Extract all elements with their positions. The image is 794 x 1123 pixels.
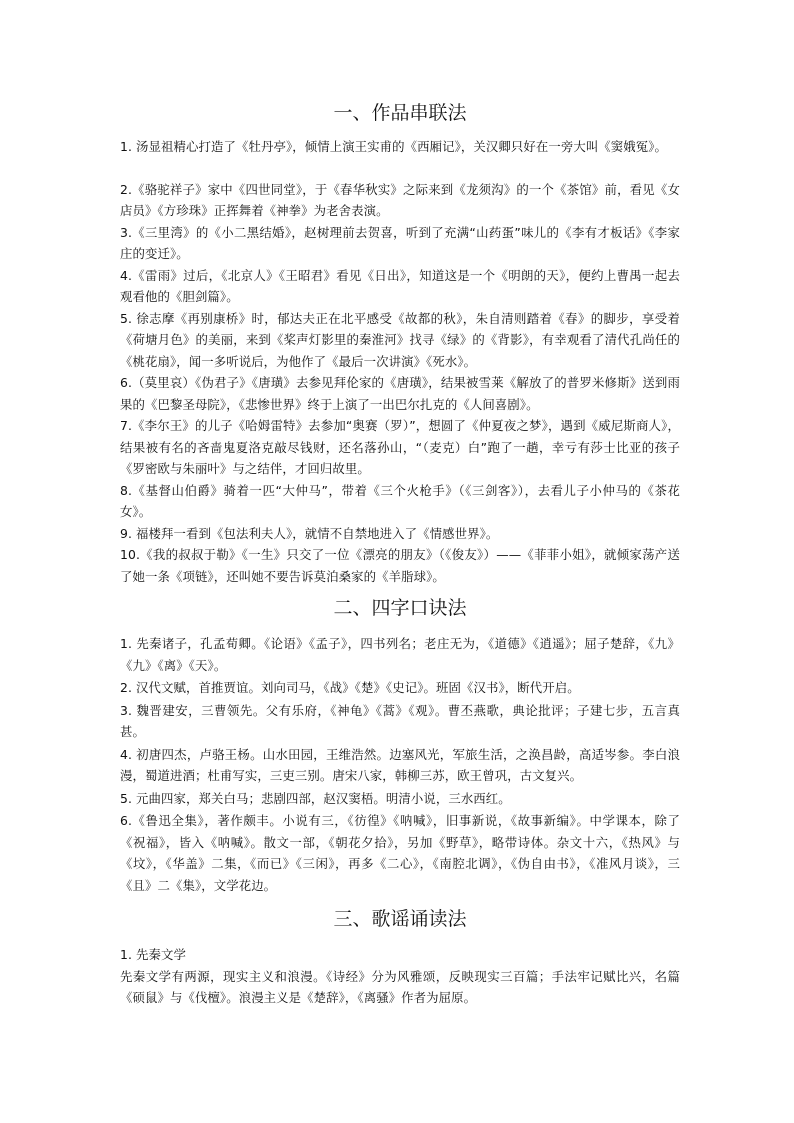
section-title-work-chain: 一、作品串联法 xyxy=(333,102,467,124)
list-item: 1. 汤显祖精心打造了《牡丹亭》，倾情上演王实甫的《西厢记》，关汉卿只好在一旁大叫《窦娥冤》。 xyxy=(120,139,668,154)
list-item: 5. 元曲四家，郑关白马；悲剧四部，赵汉窦梧。明清小说，三水西红。 xyxy=(120,790,511,806)
list-item: 先秦文学有两源，现实主义和浪漫。《诗经》分为风雅颂，反映现实三百篇；手法牢记赋比兴，名篇《硕鼠》与《伐檀》。浪漫主义是《楚辞》，《离骚》作者为屈原。 xyxy=(120,968,680,1005)
document-body xyxy=(120,98,680,1009)
list-item: 4.《雷雨》过后，《北京人》《王昭君》看见《日出》，知道这是一个《明朗的天》，便约上曹禺一起去观看他的《胆剑篇》。 xyxy=(120,267,680,304)
section-title-ballad-recitation: 三、歌谣诵读法 xyxy=(333,908,467,930)
list-item: 3. 魏晋建安，三曹领先。父有乐府，《神龟》《蒿》《观》。曹丕燕歌，典论批评；子建七步，五言真甚。 xyxy=(120,702,680,739)
list-item: 9. 福楼拜一看到《包法利夫人》，就情不自禁地进入了《情感世界》。 xyxy=(120,525,499,541)
list-item: 2. 汉代文赋，首推贾谊。刘向司马，《战》《楚》《史记》。班固《汉书》，断代开启。 xyxy=(120,680,580,695)
section-ballad-recitation xyxy=(120,944,680,1009)
list-item: 5. 徐志摩《再别康桥》时，郁达夫正在北平感受《故都的秋》，朱自清则踏着《春》的脚步，享受着《荷塘月色》的美丽，来到《桨声灯影里的秦淮河》找寻《绿》的《背影》，有幸观看了清代孔尚任的《桃花扇》，闻一多听说后，为他作了《最后一次讲演》《死水》。 xyxy=(120,310,680,369)
list-item: 2.《骆驼祥子》家中《四世同堂》，于《春华秋实》之际来到《龙须沟》的一个《茶馆》前，看见《女店员》《方珍珠》正挥舞着《神拳》为老舍表演。 xyxy=(120,181,680,218)
section-four-char-mnemonic xyxy=(120,633,680,896)
list-item: 10.《我的叔叔于勒》《一生》只交了一位《漂亮的朋友》（《俊友》）——《菲菲小姐》，就倾家荡产送了她一条《项链》，还叫她不要告诉莫泊桑家的《羊脂球》。 xyxy=(120,547,680,584)
list-item: 6.（莫里哀）《伪君子》《唐璜》去参见拜伦家的《唐璜》，结果被雪莱《解放了的普罗米修斯》送到雨果的《巴黎圣母院》，《悲惨世界》终于上演了一出巴尔扎克的《人间喜剧》。 xyxy=(120,375,680,412)
list-item: 4. 初唐四杰，卢骆王杨。山水田园，王维浩然。边塞风光，军旅生活，之涣昌龄，高适岑参。李白浪漫，蜀道进酒；杜甫写实，三吏三别。唐宋八家，韩柳三苏，欧王曾巩，古文复兴。 xyxy=(120,746,680,783)
list-item: 3.《三里湾》的《小二黑结婚》，赵树理前去贺喜，听到了充满“山药蛋”味儿的《李有才板话》《李家庄的变迁》。 xyxy=(120,224,680,261)
section-title-four-char-mnemonic: 二、四字口诀法 xyxy=(333,597,467,619)
section-work-chain xyxy=(120,136,680,587)
list-item: 7.《李尔王》的儿子《哈姆雷特》去参加“奥赛（罗）”，想圆了《仲夏夜之梦》，遇到《威尼斯商人》，结果被有名的吝啬鬼夏洛克敲尽钱财，还名落孙山，“（麦克）白”跑了一趟，幸亏有莎士比亚的孩子《罗密欧与朱丽叶》与之结伴，才回归故里。 xyxy=(120,418,680,476)
subsection-heading: 1. 先秦文学 xyxy=(120,947,187,962)
list-item: 1. 先秦诸子，孔孟荀卿。《论语》《孟子》，四书列名；老庄无为，《道德》《逍遥》；屈子楚辞，《九》《九》《离》《天》。 xyxy=(120,636,680,673)
list-item: 8.《基督山伯爵》骑着一匹“大仲马”，带着《三个火枪手》（《三剑客》），去看儿子小仲马的《茶花女》。 xyxy=(120,482,680,519)
list-item: 6.《鲁迅全集》，著作颇丰。小说有三，《彷徨》《呐喊》，旧事新说，《故事新编》。中学课本，除了《祝福》，皆入《呐喊》。散文一部，《朝花夕拾》，另加《野草》，略带诗体。杂文十六，《热风》与《坟》，《华盖》二集，《而已》《三闲》，再多《二心》，《南腔北调》，《伪自由书》，《准风月谈》，三《且》二《集》，文学花边。 xyxy=(120,813,680,893)
